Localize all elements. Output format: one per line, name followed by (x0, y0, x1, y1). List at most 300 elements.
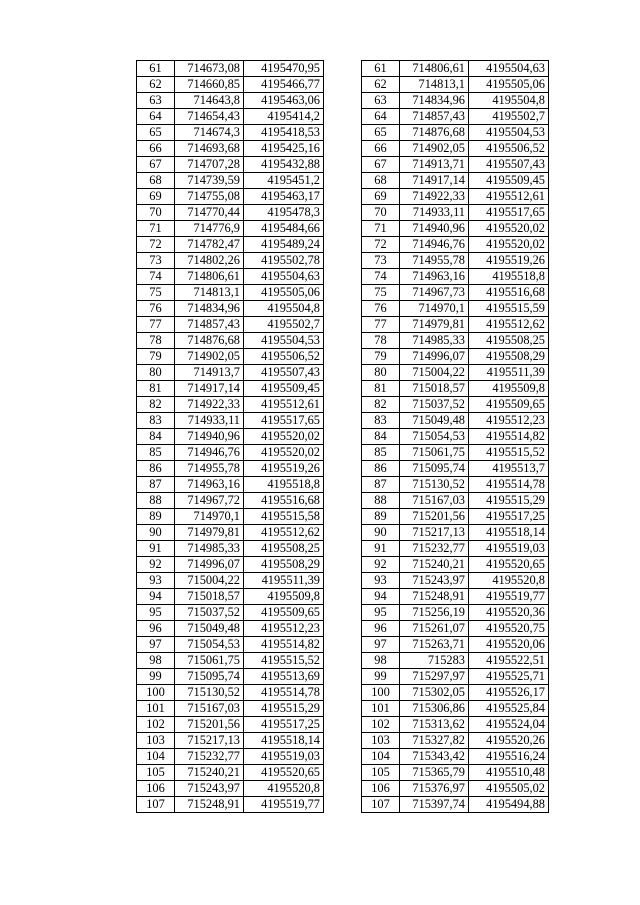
x-coordinate: 715240,21 (175, 765, 244, 781)
y-coordinate: 4195525,71 (469, 669, 549, 685)
y-coordinate: 4195509,45 (469, 173, 549, 189)
table-row (362, 221, 549, 237)
y-coordinate: 4195520,02 (469, 221, 549, 237)
y-coordinate: 4195520,06 (469, 637, 549, 653)
y-coordinate: 4195520,75 (469, 621, 549, 637)
y-coordinate: 4195518,14 (244, 733, 324, 749)
y-coordinate: 4195504,63 (469, 61, 549, 77)
table-row (137, 605, 324, 621)
table-row (137, 541, 324, 557)
point-number: 100 (137, 685, 175, 701)
y-coordinate: 4195507,43 (244, 365, 324, 381)
point-number: 87 (137, 477, 175, 493)
point-number: 65 (362, 125, 400, 141)
x-coordinate: 715201,56 (400, 509, 469, 525)
x-coordinate: 714913,71 (400, 157, 469, 173)
table-row (137, 669, 324, 685)
y-coordinate: 4195519,03 (244, 749, 324, 765)
table-row (362, 637, 549, 653)
table-row (137, 557, 324, 573)
table-row (137, 301, 324, 317)
point-number: 82 (362, 397, 400, 413)
x-coordinate: 715365,79 (400, 765, 469, 781)
table-row (137, 109, 324, 125)
x-coordinate: 715313,62 (400, 717, 469, 733)
y-coordinate: 4195518,14 (469, 525, 549, 541)
table-row (137, 125, 324, 141)
table-row (137, 285, 324, 301)
x-coordinate: 715018,57 (175, 589, 244, 605)
x-coordinate: 714967,72 (175, 493, 244, 509)
table-row (362, 749, 549, 765)
point-number: 77 (362, 317, 400, 333)
point-number: 80 (137, 365, 175, 381)
y-coordinate: 4195494,88 (469, 797, 549, 813)
y-coordinate: 4195506,52 (244, 349, 324, 365)
point-number: 92 (137, 557, 175, 573)
point-number: 104 (362, 749, 400, 765)
point-number: 69 (137, 189, 175, 205)
y-coordinate: 4195519,26 (244, 461, 324, 477)
point-number: 64 (137, 109, 175, 125)
table-row (362, 317, 549, 333)
y-coordinate: 4195520,02 (244, 445, 324, 461)
x-coordinate: 715397,74 (400, 797, 469, 813)
point-number: 104 (137, 749, 175, 765)
y-coordinate: 4195514,82 (244, 637, 324, 653)
point-number: 70 (137, 205, 175, 221)
x-coordinate: 714660,85 (175, 77, 244, 93)
y-coordinate: 4195519,26 (469, 253, 549, 269)
table-row (362, 93, 549, 109)
point-number: 75 (137, 285, 175, 301)
table-row (362, 509, 549, 525)
y-coordinate: 4195513,7 (469, 461, 549, 477)
y-coordinate: 4195517,25 (469, 509, 549, 525)
x-coordinate: 715061,75 (175, 653, 244, 669)
x-coordinate: 714755,08 (175, 189, 244, 205)
y-coordinate: 4195504,53 (244, 333, 324, 349)
table-row (362, 429, 549, 445)
x-coordinate: 714806,61 (175, 269, 244, 285)
y-coordinate: 4195517,65 (244, 413, 324, 429)
point-number: 106 (137, 781, 175, 797)
table-row (137, 733, 324, 749)
x-coordinate: 714970,1 (175, 509, 244, 525)
point-number: 94 (137, 589, 175, 605)
x-coordinate: 714955,78 (175, 461, 244, 477)
table-row (137, 413, 324, 429)
x-coordinate: 714996,07 (175, 557, 244, 573)
point-number: 72 (362, 237, 400, 253)
y-coordinate: 4195451,2 (244, 173, 324, 189)
x-coordinate: 715232,77 (400, 541, 469, 557)
table-row (137, 237, 324, 253)
table-row (362, 477, 549, 493)
point-number: 102 (362, 717, 400, 733)
table-row (362, 573, 549, 589)
table-row (137, 333, 324, 349)
table-row (137, 397, 324, 413)
y-coordinate: 4195512,62 (469, 317, 549, 333)
x-coordinate: 714963,16 (175, 477, 244, 493)
point-number: 61 (137, 61, 175, 77)
point-number: 85 (137, 445, 175, 461)
x-coordinate: 715130,52 (175, 685, 244, 701)
x-coordinate: 714902,05 (175, 349, 244, 365)
point-number: 100 (362, 685, 400, 701)
table-row (137, 221, 324, 237)
table-row (362, 125, 549, 141)
y-coordinate: 4195516,68 (469, 285, 549, 301)
point-number: 61 (362, 61, 400, 77)
point-number: 84 (137, 429, 175, 445)
y-coordinate: 4195509,8 (244, 589, 324, 605)
point-number: 88 (137, 493, 175, 509)
y-coordinate: 4195512,61 (469, 189, 549, 205)
x-coordinate: 715302,05 (400, 685, 469, 701)
y-coordinate: 4195505,02 (469, 781, 549, 797)
x-coordinate: 714857,43 (175, 317, 244, 333)
table-row (362, 701, 549, 717)
point-number: 78 (362, 333, 400, 349)
coordinates-table-right (361, 60, 549, 813)
y-coordinate: 4195515,59 (469, 301, 549, 317)
point-number: 76 (137, 301, 175, 317)
point-number: 80 (362, 365, 400, 381)
y-coordinate: 4195505,06 (244, 285, 324, 301)
table-row (362, 109, 549, 125)
point-number: 76 (362, 301, 400, 317)
x-coordinate: 714940,96 (175, 429, 244, 445)
point-number: 67 (137, 157, 175, 173)
point-number: 97 (362, 637, 400, 653)
y-coordinate: 4195507,43 (469, 157, 549, 173)
y-coordinate: 4195502,78 (244, 253, 324, 269)
point-number: 72 (137, 237, 175, 253)
x-coordinate: 715327,82 (400, 733, 469, 749)
x-coordinate: 715054,53 (175, 637, 244, 653)
table-row (362, 301, 549, 317)
table-row (137, 765, 324, 781)
point-number: 99 (362, 669, 400, 685)
table-row (137, 477, 324, 493)
y-coordinate: 4195520,26 (469, 733, 549, 749)
table-row (137, 493, 324, 509)
y-coordinate: 4195520,02 (469, 237, 549, 253)
x-coordinate: 715037,52 (175, 605, 244, 621)
x-coordinate: 714913,7 (175, 365, 244, 381)
x-coordinate: 714946,76 (175, 445, 244, 461)
point-number: 66 (362, 141, 400, 157)
point-number: 64 (362, 109, 400, 125)
point-number: 107 (137, 797, 175, 813)
point-number: 70 (362, 205, 400, 221)
point-number: 68 (362, 173, 400, 189)
table-row (362, 621, 549, 637)
x-coordinate: 715004,22 (400, 365, 469, 381)
x-coordinate: 715261,07 (400, 621, 469, 637)
x-coordinate: 714834,96 (175, 301, 244, 317)
x-coordinate: 714963,16 (400, 269, 469, 285)
y-coordinate: 4195513,69 (244, 669, 324, 685)
y-coordinate: 4195519,77 (469, 589, 549, 605)
table-row (362, 381, 549, 397)
y-coordinate: 4195504,63 (244, 269, 324, 285)
y-coordinate: 4195504,8 (469, 93, 549, 109)
table-row (362, 541, 549, 557)
point-number: 75 (362, 285, 400, 301)
x-coordinate: 714813,1 (400, 77, 469, 93)
table-row (362, 365, 549, 381)
x-coordinate: 714673,08 (175, 61, 244, 77)
x-coordinate: 714967,73 (400, 285, 469, 301)
point-number: 77 (137, 317, 175, 333)
y-coordinate: 4195505,06 (469, 77, 549, 93)
table-row (362, 781, 549, 797)
y-coordinate: 4195520,8 (469, 573, 549, 589)
y-coordinate: 4195516,24 (469, 749, 549, 765)
x-coordinate: 714985,33 (175, 541, 244, 557)
x-coordinate: 715256,19 (400, 605, 469, 621)
table-row (362, 205, 549, 221)
table-row (362, 525, 549, 541)
table-row (362, 333, 549, 349)
point-number: 67 (362, 157, 400, 173)
table-row (137, 269, 324, 285)
y-coordinate: 4195520,65 (469, 557, 549, 573)
x-coordinate: 715248,91 (175, 797, 244, 813)
y-coordinate: 4195519,03 (469, 541, 549, 557)
table-row (362, 589, 549, 605)
x-coordinate: 715095,74 (175, 669, 244, 685)
x-coordinate: 714902,05 (400, 141, 469, 157)
table-row (137, 445, 324, 461)
y-coordinate: 4195463,06 (244, 93, 324, 109)
x-coordinate: 714674,3 (175, 125, 244, 141)
table-row (137, 317, 324, 333)
table-row (362, 237, 549, 253)
y-coordinate: 4195463,17 (244, 189, 324, 205)
point-number: 88 (362, 493, 400, 509)
point-number: 79 (137, 349, 175, 365)
x-coordinate: 714979,81 (400, 317, 469, 333)
x-coordinate: 715201,56 (175, 717, 244, 733)
table-row (362, 141, 549, 157)
y-coordinate: 4195511,39 (469, 365, 549, 381)
y-coordinate: 4195432,88 (244, 157, 324, 173)
table-row (362, 413, 549, 429)
table-row (362, 397, 549, 413)
y-coordinate: 4195512,62 (244, 525, 324, 541)
y-coordinate: 4195502,7 (469, 109, 549, 125)
point-number: 71 (362, 221, 400, 237)
y-coordinate: 4195515,29 (469, 493, 549, 509)
y-coordinate: 4195508,25 (244, 541, 324, 557)
point-number: 69 (362, 189, 400, 205)
y-coordinate: 4195510,48 (469, 765, 549, 781)
x-coordinate: 714876,68 (400, 125, 469, 141)
coordinates-table-left (136, 60, 324, 813)
x-coordinate: 714707,28 (175, 157, 244, 173)
table-row (137, 253, 324, 269)
y-coordinate: 4195515,52 (469, 445, 549, 461)
y-coordinate: 4195514,82 (469, 429, 549, 445)
point-number: 105 (362, 765, 400, 781)
point-number: 87 (362, 477, 400, 493)
point-number: 63 (137, 93, 175, 109)
y-coordinate: 4195489,24 (244, 237, 324, 253)
point-number: 90 (137, 525, 175, 541)
point-number: 82 (137, 397, 175, 413)
table-row (362, 653, 549, 669)
x-coordinate: 714654,43 (175, 109, 244, 125)
point-number: 89 (137, 509, 175, 525)
y-coordinate: 4195425,16 (244, 141, 324, 157)
x-coordinate: 714922,33 (400, 189, 469, 205)
y-coordinate: 4195522,51 (469, 653, 549, 669)
point-number: 71 (137, 221, 175, 237)
x-coordinate: 714834,96 (400, 93, 469, 109)
table-row (362, 557, 549, 573)
table-row (362, 77, 549, 93)
point-number: 95 (362, 605, 400, 621)
table-row (362, 733, 549, 749)
x-coordinate: 715248,91 (400, 589, 469, 605)
table-row (137, 717, 324, 733)
x-coordinate: 715297,97 (400, 669, 469, 685)
point-number: 96 (362, 621, 400, 637)
point-number: 97 (137, 637, 175, 653)
x-coordinate: 714970,1 (400, 301, 469, 317)
table-row (137, 685, 324, 701)
x-coordinate: 715243,97 (175, 781, 244, 797)
point-number: 103 (362, 733, 400, 749)
x-coordinate: 714933,11 (175, 413, 244, 429)
point-number: 101 (137, 701, 175, 717)
y-coordinate: 4195512,61 (244, 397, 324, 413)
point-number: 66 (137, 141, 175, 157)
point-number: 85 (362, 445, 400, 461)
y-coordinate: 4195525,84 (469, 701, 549, 717)
table-row (137, 509, 324, 525)
y-coordinate: 4195509,65 (469, 397, 549, 413)
y-coordinate: 4195518,8 (469, 269, 549, 285)
point-number: 86 (137, 461, 175, 477)
y-coordinate: 4195520,8 (244, 781, 324, 797)
y-coordinate: 4195502,7 (244, 317, 324, 333)
y-coordinate: 4195515,52 (244, 653, 324, 669)
x-coordinate: 714917,14 (175, 381, 244, 397)
table-row (137, 189, 324, 205)
x-coordinate: 714940,96 (400, 221, 469, 237)
table-row (362, 285, 549, 301)
y-coordinate: 4195517,65 (469, 205, 549, 221)
point-number: 81 (362, 381, 400, 397)
table-row (137, 61, 324, 77)
x-coordinate: 715343,42 (400, 749, 469, 765)
table-row (362, 269, 549, 285)
y-coordinate: 4195484,66 (244, 221, 324, 237)
point-number: 89 (362, 509, 400, 525)
point-number: 95 (137, 605, 175, 621)
x-coordinate: 714979,81 (175, 525, 244, 541)
x-coordinate: 714933,11 (400, 205, 469, 221)
y-coordinate: 4195512,23 (469, 413, 549, 429)
table-row (362, 461, 549, 477)
y-coordinate: 4195508,25 (469, 333, 549, 349)
y-coordinate: 4195506,52 (469, 141, 549, 157)
table-row (137, 781, 324, 797)
point-number: 65 (137, 125, 175, 141)
y-coordinate: 4195466,77 (244, 77, 324, 93)
x-coordinate: 714693,68 (175, 141, 244, 157)
table-row (362, 349, 549, 365)
table-row (362, 173, 549, 189)
x-coordinate: 714802,26 (175, 253, 244, 269)
point-number: 93 (137, 573, 175, 589)
point-number: 91 (362, 541, 400, 557)
table-row (137, 173, 324, 189)
point-number: 103 (137, 733, 175, 749)
table-row (362, 189, 549, 205)
x-coordinate: 715054,53 (400, 429, 469, 445)
table-row (137, 749, 324, 765)
point-number: 91 (137, 541, 175, 557)
y-coordinate: 4195519,77 (244, 797, 324, 813)
y-coordinate: 4195526,17 (469, 685, 549, 701)
table-row (137, 797, 324, 813)
x-coordinate: 715240,21 (400, 557, 469, 573)
point-number: 74 (137, 269, 175, 285)
table-row (137, 205, 324, 221)
point-number: 105 (137, 765, 175, 781)
x-coordinate: 715130,52 (400, 477, 469, 493)
table-row (137, 621, 324, 637)
table-row (137, 141, 324, 157)
x-coordinate: 714922,33 (175, 397, 244, 413)
table-row (137, 653, 324, 669)
point-number: 94 (362, 589, 400, 605)
point-number: 98 (362, 653, 400, 669)
x-coordinate: 715217,13 (175, 733, 244, 749)
point-number: 86 (362, 461, 400, 477)
table-row (362, 669, 549, 685)
table-row (137, 701, 324, 717)
x-coordinate: 714876,68 (175, 333, 244, 349)
x-coordinate: 715037,52 (400, 397, 469, 413)
point-number: 74 (362, 269, 400, 285)
y-coordinate: 4195520,65 (244, 765, 324, 781)
x-coordinate: 715217,13 (400, 525, 469, 541)
table-row (362, 797, 549, 813)
table-row (137, 573, 324, 589)
point-number: 81 (137, 381, 175, 397)
y-coordinate: 4195508,29 (244, 557, 324, 573)
table-row (137, 637, 324, 653)
y-coordinate: 4195504,8 (244, 301, 324, 317)
point-number: 99 (137, 669, 175, 685)
x-coordinate: 714739,59 (175, 173, 244, 189)
y-coordinate: 4195511,39 (244, 573, 324, 589)
table-row (137, 589, 324, 605)
y-coordinate: 4195520,02 (244, 429, 324, 445)
x-coordinate: 714806,61 (400, 61, 469, 77)
y-coordinate: 4195524,04 (469, 717, 549, 733)
x-coordinate: 715004,22 (175, 573, 244, 589)
y-coordinate: 4195478,3 (244, 205, 324, 221)
table-row (362, 765, 549, 781)
